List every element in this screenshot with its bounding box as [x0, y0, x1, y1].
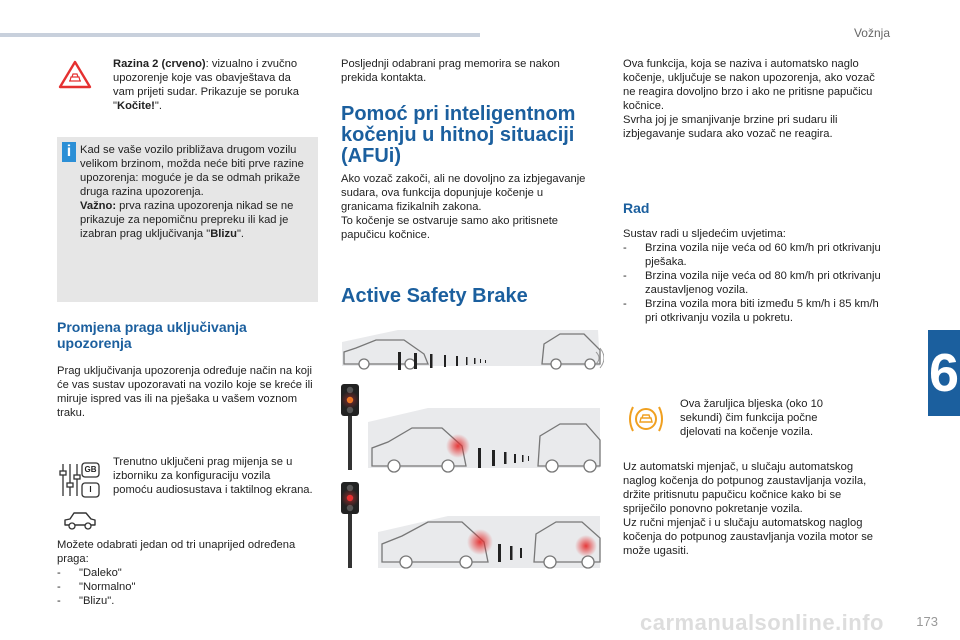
page-number: 173: [916, 614, 938, 629]
info-paragraph: Kad se vaše vozilo približava drugom vozilu velikom brzinom, možda neće biti prve razine upozorenja: moguće je da se odmah prikaže druga razina upozorenja.: [80, 144, 304, 198]
conditions-intro: Sustav radi u sljedećim uvjetima:: [623, 228, 786, 240]
gb-label: GB: [84, 465, 97, 474]
lamp-text: Ova žaruljica bljeska (oko 10 sekundi) čim funkcija počne djelovati na kočenje vozila.: [680, 398, 824, 438]
condition-item: - Brzina vozila nije veća od 80 km/h pri otkrivanju zaustavljenog vozila.: [623, 269, 885, 297]
rad-heading: Rad: [623, 200, 650, 216]
threshold-intro: Možete odabrati jedan od tri unaprijed određena praga:: [57, 539, 296, 565]
afui-paragraph: Ako vozač zakoči, ali ne dovoljno za izbjegavanje sudara, ova funkcija dopunjuje kočenje u granicama fizikalnih zakona.: [341, 173, 586, 213]
level2-text: : vizualno i zvučno upozorenje koje vas obavještava da vam prijeti sudar. Prikazuje se poruka ": [113, 58, 299, 112]
automatic-gearbox-paragraph: Uz automatski mjenjač, u slučaju automatskog naglog kočenja do potpunog zaustavljanja vozila, držite pritisnutu papučicu kočnice kako bi se spriječilo ponovno pokretanje vozila.: [623, 461, 867, 515]
threshold-heading: Promjena praga uključivanja upozorenja: [57, 319, 247, 351]
level2-description: [113, 57, 313, 113]
asb-heading: Active Safety Brake: [341, 285, 528, 307]
info-paragraph-2: prva razina upozorenja nikad se ne prikazuje za nepomičnu prepreku ili kad je izabran prag uključivanja ": [80, 200, 294, 240]
car-settings-icon: [62, 508, 98, 532]
info-icon: i: [62, 142, 76, 162]
active-safety-brake-illustration: [338, 322, 604, 572]
info-blizu: Blizu: [210, 228, 237, 240]
info-text: [80, 143, 312, 241]
level2-end: ".: [154, 100, 162, 112]
warning-triangle-icon: [58, 60, 92, 90]
info-important: Važno:: [80, 200, 117, 212]
conditions-list: [623, 241, 885, 325]
memory-paragraph: Posljednji odabrani prag memorira se nakon prekida kontakta.: [341, 58, 560, 84]
threshold-paragraph: Prag uključivanja upozorenja određuje način na koji će vas sustav upozoravati na vozilo koje se kreće ili miruje ispred vas ili na pješaka u vašem voznom traku.: [57, 365, 313, 419]
afui-paragraph-2: To kočenje se ostvaruje samo ako pritisnete papučicu kočnice.: [341, 215, 559, 241]
aeb-paragraph-2: Svrha joj je smanjivanje brzine pri sudaru ili izbjegavanje sudara ako vozač ne reagira.: [623, 114, 838, 140]
condition-item: - Brzina vozila mora biti između 5 km/h i 85 km/h pri otkrivanju vozila u pokretu.: [623, 297, 885, 325]
i-label: I: [89, 485, 92, 494]
active-safety-brake-lamp-icon: [626, 403, 666, 435]
info-end: ".: [236, 228, 245, 240]
option-daleko: - "Daleko": [57, 566, 319, 580]
chapter-tab: 6: [928, 330, 960, 416]
watermark: carmanualsonline.info: [640, 610, 884, 635]
condition-item: - Brzina vozila nije veća od 60 km/h pri otkrivanju pješaka.: [623, 241, 885, 269]
threshold-options: [57, 566, 319, 608]
level2-message: Kočite!: [116, 100, 155, 112]
option-blizu: - "Blizu".: [57, 594, 319, 608]
aeb-paragraph: Ova funkcija, koja se naziva i automatsko naglo kočenje, uključuje se nakon upozorenja, ako vozač ne reagira dovoljno brzo i ako ne pritisne papučicu kočnice.: [623, 58, 875, 112]
level2-title: Razina 2 (crveno): [113, 58, 206, 70]
menu-paragraph: Trenutno uključeni prag mijenja se u izborniku za konfiguraciju vozila pomoću audiosustava i taktilnog ekrana.: [113, 456, 313, 496]
section-title: Vožnja: [853, 26, 890, 40]
manual-gearbox-paragraph: Uz ručni mjenjač i u slučaju automatskog naglog kočenja do potpunog zaustavljanja vozila motor se može ugasiti.: [623, 517, 874, 557]
afui-heading: Pomoć pri inteligentnom kočenju u hitnoj situaciji (AFUi): [341, 103, 576, 167]
header-bar: [0, 33, 480, 37]
option-normalno: - "Normalno": [57, 580, 319, 594]
